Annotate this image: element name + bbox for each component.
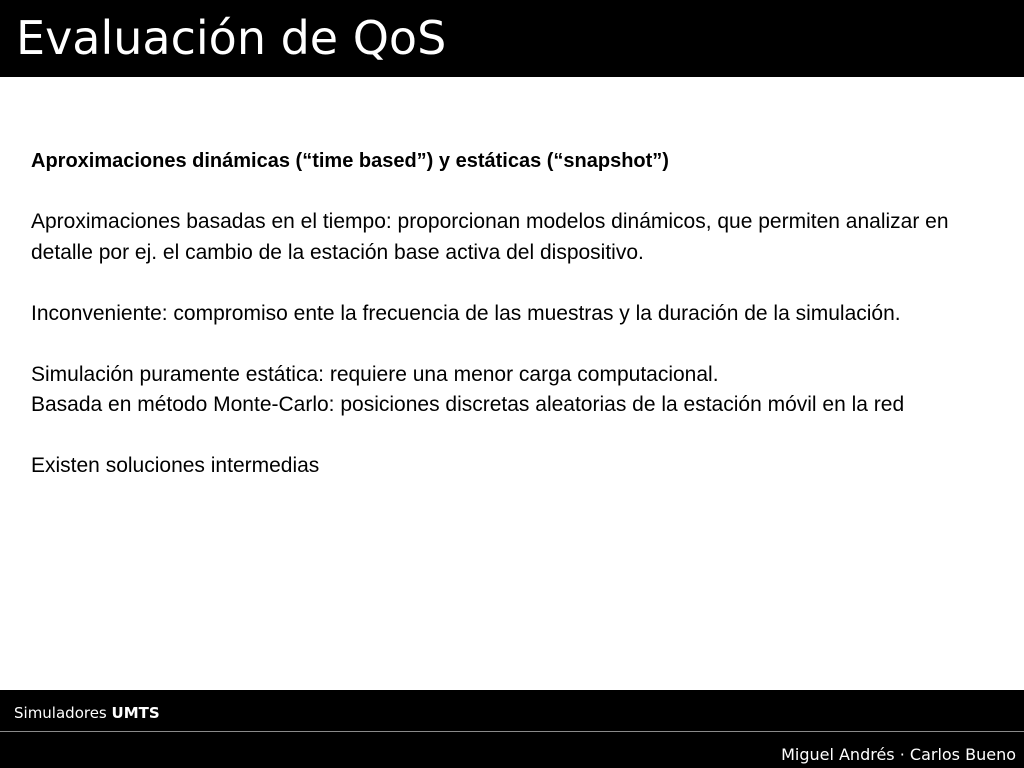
paragraph-drawback: Inconveniente: compromiso ente la frecuencia de las muestras y la duración de la simulación. [31,301,901,325]
course-name: UMTS [111,704,160,722]
course-prefix: Simuladores [14,704,112,722]
paragraph-static-line-1: Simulación puramente estática: requiere una menor carga computacional. [31,362,719,386]
authors-label: Miguel Andrés · Carlos Bueno [781,745,1016,764]
slide-title: Evaluación de QoS [16,11,447,65]
paragraph-spacer [31,329,991,360]
paragraph-spacer [31,268,991,299]
paragraph-static-line-2: Basada en método Monte-Carlo: posiciones discretas aleatorias de la estación móvil en la red [31,393,905,416]
slide-content [31,146,991,482]
paragraph-time-based: Aproximaciones basadas en el tiempo: proporcionan modelos dinámicos, que permiten analizar en detalle por ej. el cambio de la estación base activa del dispositivo. [31,210,949,264]
paragraph-spacer [31,177,991,208]
content-subtitle: Aproximaciones dinámicas (“time based”) y estáticas (“snapshot”) [31,150,669,172]
footer-divider [0,731,1024,732]
slide-footer [0,690,1024,768]
paragraph-intermediate: Existen soluciones intermedias [31,454,320,477]
course-label [14,703,160,723]
paragraph-spacer [31,421,991,452]
slide-header [0,0,1024,77]
